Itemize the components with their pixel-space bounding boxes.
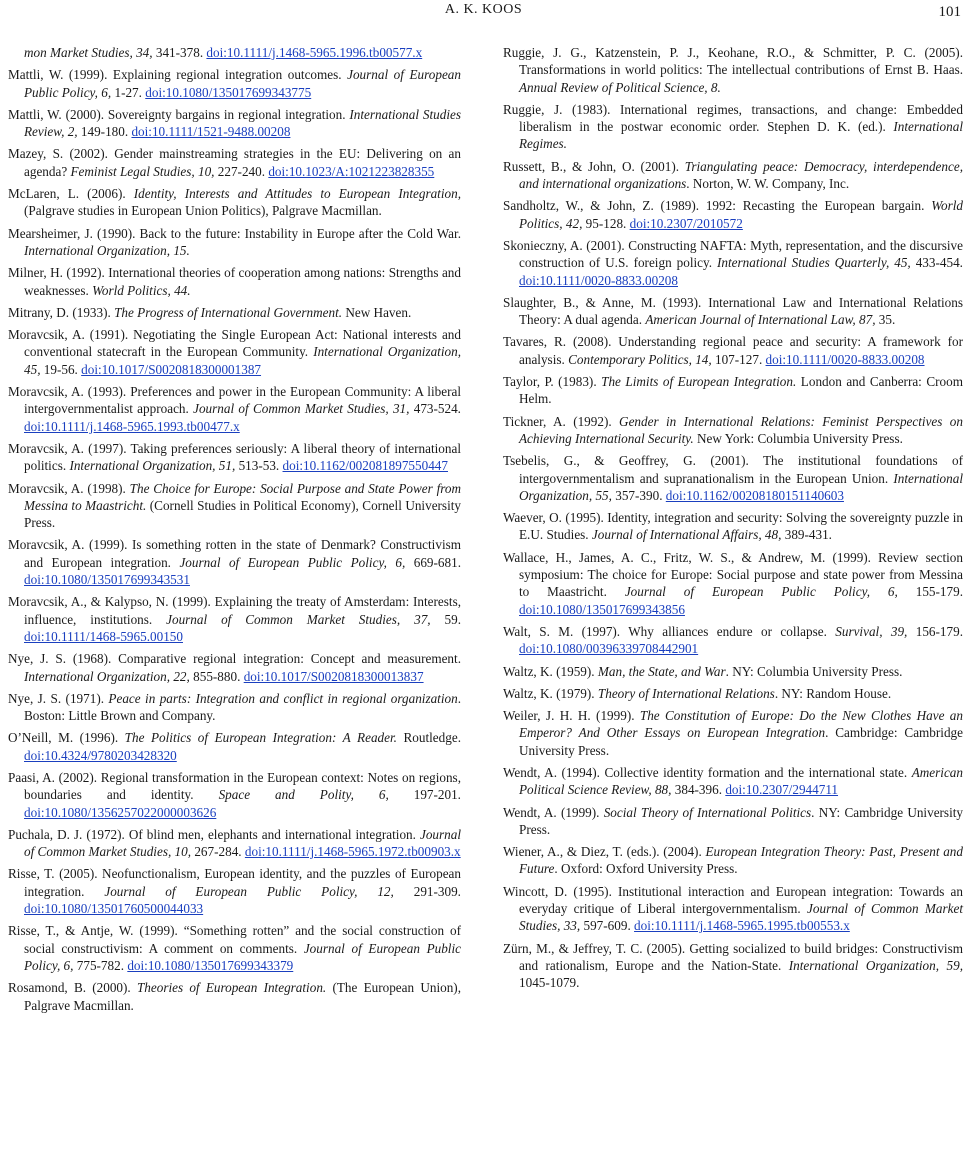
- reference-source-title: Gender in International Relations: Feminist Perspectives on Achieving International Security.: [519, 413, 963, 446]
- reference-text: Routledge.: [396, 730, 461, 746]
- reference-text: Puchala, D. J. (1972). Of blind men, elephants and international integration.: [8, 826, 420, 842]
- reference-text: Nye, J. S. (1968). Comparative regional integration: Concept and measurement.: [8, 651, 461, 667]
- reference-entry: [503, 101, 963, 153]
- reference-entry: [8, 225, 461, 260]
- reference-source-title: Space and Polity, 6,: [218, 787, 389, 803]
- reference-text: 775-782.: [73, 957, 128, 973]
- reference-source-title: Journal of International Affairs, 48,: [591, 527, 782, 543]
- reference-entry: [8, 264, 461, 299]
- reference-text: 95-128.: [582, 215, 630, 231]
- reference-text: Wincott, D. (1995). Institutional interaction and European integration: Towards an everyday critique of Liberal intergovernmentalism.: [503, 883, 963, 917]
- reference-text: 156-179.: [907, 623, 963, 639]
- reference-text: Waltz, K. (1979).: [503, 685, 598, 701]
- reference-source-title: International Studies Quarterly, 45,: [717, 255, 911, 271]
- reference-text: Moravcsik, A. (1993). Preferences and power in the European Community: A liberal intergovernmentalist approach.: [8, 384, 461, 417]
- reference-entry: [8, 593, 461, 645]
- reference-text: 155-179.: [897, 584, 963, 600]
- reference-entry: [503, 663, 963, 680]
- doi-link[interactable]: doi:10.1111/j.1468-5965.1996.tb00577.x: [206, 45, 423, 60]
- reference-entry: [8, 729, 461, 764]
- reference-entry: [503, 623, 963, 658]
- reference-entry: [8, 66, 461, 101]
- reference-text: Skonieczny, A. (2001). Constructing NAFTA: Myth, representation, and the discursive construction of U.S. foreign policy.: [503, 237, 963, 271]
- reference-source-title: European Integration Theory: Past, Present and Future: [519, 844, 963, 877]
- reference-text: New York: Columbia University Press.: [693, 430, 903, 446]
- reference-text: 384-396.: [671, 782, 726, 798]
- reference-entry: [8, 383, 461, 435]
- reference-source-title: Journal of European Public Policy, 6,: [179, 554, 406, 570]
- doi-link[interactable]: doi:10.2307/2944711: [725, 782, 839, 798]
- reference-text: Tickner, A. (1992).: [503, 413, 620, 429]
- reference-source-title: The Choice for Europe: Social Purpose and State Power from Messina to Maastricht.: [24, 480, 461, 513]
- reference-text: 389-431.: [781, 527, 832, 543]
- doi-link[interactable]: doi:10.1080/135017699343775: [145, 84, 312, 100]
- reference-text: Ruggie, J. G., Katzenstein, P. J., Keohane, R.O., & Schmitter, P. C. (2005). Transformations in world politics: The intellectual contributions of Ernst B. Haas.: [503, 45, 963, 78]
- reference-text: 357-390.: [611, 487, 666, 503]
- reference-entry: [503, 764, 963, 799]
- reference-source-title: American Journal of International Law, 87,: [645, 312, 876, 328]
- reference-text: 291-309.: [393, 883, 461, 899]
- reference-source-title: International Organization, 51,: [69, 458, 236, 474]
- reference-source-title: Theories of European Integration.: [136, 980, 327, 996]
- reference-text: Tavares, R. (2008). Understanding regional peace and security: A framework for analysis.: [503, 334, 963, 367]
- reference-entry: [8, 145, 461, 180]
- reference-text: Wendt, A. (1999).: [503, 804, 604, 820]
- reference-text: Moravcsik, A. (1998).: [8, 480, 130, 496]
- doi-link[interactable]: doi:10.1111/j.1468-5965.1972.tb00903.x: [244, 844, 461, 860]
- doi-link[interactable]: doi:10.1017/S0020818300013837: [243, 668, 424, 684]
- reference-source-title: Theory of International Relations: [597, 685, 775, 701]
- reference-entry: [503, 804, 963, 839]
- reference-entry: [8, 326, 461, 378]
- reference-entry: [8, 106, 461, 141]
- doi-link[interactable]: doi:10.1080/135017699343856: [519, 601, 685, 617]
- doi-link[interactable]: doi:10.1111/1521-9488.00208: [131, 124, 291, 140]
- reference-entry: [503, 707, 963, 759]
- reference-entry: [8, 690, 461, 725]
- reference-entry: [503, 44, 963, 96]
- reference-source-title: World Politics, 42,: [519, 198, 963, 231]
- reference-source-title: Journal of European Public Policy, 6,: [24, 940, 461, 973]
- references-right-column: [503, 44, 963, 997]
- reference-text: . NY: Random House.: [774, 685, 892, 701]
- reference-source-title: Identity, Interests and Attitudes to European Integration,: [133, 186, 461, 202]
- reference-entry: [503, 509, 963, 544]
- reference-text: Wallace, H., James, A. C., Fritz, W. S., & Andrew, M. (1999). Review section symposium: The choice for Europe: Social purpose and state power from Messina to Maastricht.: [503, 549, 963, 600]
- doi-link[interactable]: doi:10.1111/j.1468-5965.1993.tb00477.x: [24, 418, 240, 434]
- reference-text: Wiener, A., & Diez, T. (eds.). (2004).: [503, 844, 706, 860]
- reference-source-title: World Politics, 44.: [92, 282, 191, 298]
- reference-source-title: The Constitution of Europe: Do the New Clothes Have an Emperor? And Other Essays on European Integration: [519, 708, 963, 741]
- reference-source-title: Annual Review of Political Science, 8.: [519, 79, 721, 95]
- reference-text: Milner, H. (1992). International theories of cooperation among nations: Strengths and weaknesses.: [8, 265, 461, 298]
- reference-entry: [8, 304, 461, 321]
- doi-link[interactable]: doi:10.1080/135017699343531: [24, 572, 190, 588]
- reference-source-title: International Organization, 55,: [519, 470, 963, 503]
- reference-entry: [8, 650, 461, 685]
- reference-source-title: Social Theory of International Politics: [603, 804, 812, 820]
- references-left-column: [8, 44, 461, 1019]
- reference-entry: [503, 549, 963, 618]
- reference-entry: [503, 413, 963, 448]
- doi-link[interactable]: doi:10.1111/1468-5965.00150: [24, 628, 183, 644]
- reference-text: 35.: [875, 312, 896, 328]
- reference-text: 1045-1079.: [519, 975, 580, 991]
- reference-text: 669-681.: [405, 554, 461, 570]
- reference-text: Walt, S. M. (1997). Why alliances endure or collapse.: [503, 623, 836, 639]
- reference-entry: [503, 452, 963, 504]
- reference-text: 433-454.: [910, 255, 963, 271]
- reference-text: 197-201.: [388, 787, 461, 803]
- reference-text: Slaughter, B., & Anne, M. (1993). International Law and International Relations Theory: A dual agenda.: [503, 294, 963, 328]
- reference-text: Mazey, S. (2002). Gender mainstreaming strategies in the EU: Delivering on an agenda?: [8, 146, 461, 179]
- reference-text: . Oxford: Oxford University Press.: [554, 861, 738, 877]
- reference-text: Rosamond, B. (2000).: [8, 980, 137, 996]
- reference-text: Tsebelis, G., & Geoffrey, G. (2001). The institutional foundations of intergovernmentalism and supranationalism in the European Union.: [503, 453, 963, 486]
- reference-text: Mitrany, D. (1933).: [8, 304, 115, 320]
- reference-text: Moravcsik, A., & Kalypso, N. (1999). Explaining the treaty of Amsterdam: Interests, influence, institutions.: [8, 594, 461, 627]
- reference-entry: [8, 865, 461, 917]
- reference-source-title: International Organization, 15.: [24, 242, 190, 258]
- reference-text: 149-180.: [77, 124, 132, 140]
- reference-text: Weiler, J. H. H. (1999).: [503, 708, 640, 724]
- reference-entry: [8, 979, 461, 1014]
- reference-source-title: Journal of European Public Policy, 12,: [104, 883, 394, 899]
- reference-entry: [8, 440, 461, 475]
- reference-source-title: The Progress of International Government.: [114, 304, 343, 320]
- reference-text: Moravcsik, A. (1999). Is something rotten in the state of Denmark? Constructivism and European integration.: [8, 537, 461, 570]
- reference-text: Taylor, P. (1983).: [503, 374, 602, 390]
- reference-text: 597-609.: [580, 918, 635, 934]
- reference-text: O’Neill, M. (1996).: [8, 730, 125, 746]
- doi-link[interactable]: doi:10.1162/00208180151140603: [665, 487, 844, 503]
- reference-text: Waever, O. (1995). Identity, integration and security: Solving the sovereignty puzzle in E.U. Studies.: [503, 510, 963, 543]
- reference-entry: [8, 44, 461, 61]
- reference-entry: [503, 333, 963, 368]
- reference-entry: [8, 480, 461, 532]
- reference-text: Sandholtz, W., & John, Z. (1989). 1992: Recasting the European bargain.: [503, 198, 932, 214]
- doi-link[interactable]: doi:10.1080/135017699343379: [127, 957, 294, 973]
- reference-text: . Boston: Little Brown and Company.: [24, 690, 461, 724]
- reference-entry: [8, 769, 461, 821]
- reference-text: . NY: Columbia University Press.: [725, 663, 903, 679]
- reference-text: New Haven.: [342, 304, 412, 320]
- reference-source-title: Journal of Common Market Studies, 10,: [24, 826, 461, 860]
- reference-entry: [503, 373, 963, 408]
- reference-text: Moravcsik, A. (1991). Negotiating the Single European Act: National interests and conventional statecraft in the European Community.: [8, 327, 461, 360]
- doi-link[interactable]: doi:10.1162/002081897550447: [282, 458, 448, 474]
- reference-source-title: Journal of Common Market Studies, 37,: [166, 611, 431, 627]
- reference-source-title: Journal of Common Market Studies, 33,: [519, 901, 963, 934]
- reference-text: McLaren, L. (2006).: [8, 186, 134, 202]
- reference-entry: [503, 237, 963, 289]
- reference-text: 1-27.: [111, 84, 146, 100]
- reference-text: Mattli, W. (2000). Sovereignty bargains in regional integration.: [8, 106, 350, 122]
- reference-source-title: Survival, 39,: [835, 623, 908, 639]
- reference-entry: [503, 158, 963, 193]
- reference-source-title: Man, the State, and War: [597, 663, 726, 679]
- reference-text: Ruggie, J. (1983). International regimes, transactions, and change: Embedded liberalism in the postwar economic order. Stephen D. K. (ed.).: [503, 101, 963, 135]
- reference-text: London and Canberra: Croom Helm.: [519, 374, 963, 407]
- reference-source-title: Triangulating peace: Democracy, interdependence, and international organizations: [519, 158, 963, 192]
- doi-link[interactable]: doi:10.1080/1356257022000003626: [24, 804, 217, 820]
- reference-text: 473-524.: [409, 401, 461, 417]
- reference-source-title: International Studies Review, 2,: [24, 106, 461, 140]
- reference-entry: [8, 185, 461, 220]
- reference-text: Mattli, W. (1999). Explaining regional integration outcomes.: [8, 67, 348, 83]
- reference-source-title: International Organization, 45,: [24, 344, 461, 377]
- reference-source-title: Journal of European Public Policy, 6,: [24, 67, 461, 100]
- reference-entry: [503, 843, 963, 878]
- doi-link[interactable]: doi:10.1023/A:1021223828355: [268, 163, 435, 179]
- doi-link[interactable]: doi:10.1080/13501760500044033: [24, 901, 204, 917]
- reference-source-title: Contemporary Politics, 14,: [568, 351, 712, 367]
- reference-text: 59.: [430, 611, 461, 627]
- reference-entry: [8, 922, 461, 974]
- reference-text: 341-378.: [152, 45, 207, 60]
- reference-text: Paasi, A. (2002). Regional transformation in the European context: Notes on regions, boundaries and identity.: [8, 769, 461, 803]
- reference-source-title: mon Market Studies, 34,: [24, 45, 153, 60]
- doi-link[interactable]: doi:10.1080/00396339708442901: [519, 641, 699, 657]
- reference-text: Waltz, K. (1959).: [503, 663, 598, 679]
- reference-source-title: Peace in parts: Integration and conflict in regional organization: [108, 690, 458, 706]
- reference-entry: [503, 685, 963, 702]
- doi-link[interactable]: doi:10.1111/0020-8833.00208: [765, 351, 925, 367]
- reference-text: Risse, T. (2005). Neofunctionalism, European identity, and the puzzles of European integration.: [8, 866, 461, 899]
- reference-text: Mearsheimer, J. (1990). Back to the future: Instability in Europe after the Cold War.: [8, 225, 461, 241]
- reference-source-title: The Politics of European Integration: A Reader.: [124, 730, 397, 746]
- reference-text: Risse, T., & Antje, W. (1999). “Something rotten” and the social construction of social constructivism: A comment on comments.: [8, 923, 461, 956]
- reference-text: 513-53.: [235, 458, 283, 474]
- reference-text: Zürn, M., & Jeffrey, T. C. (2005). Getting socialized to build bridges: Constructivism and rationalism, Europe and the Nation-State.: [503, 940, 963, 973]
- reference-source-title: The Limits of European Integration.: [601, 374, 797, 390]
- reference-text: . Norton, W. W. Company, Inc.: [686, 176, 850, 192]
- reference-entry: [503, 294, 963, 329]
- running-header-author: A. K. KOOS: [444, 2, 523, 17]
- reference-text: 227-240.: [214, 163, 269, 179]
- reference-entry: [503, 883, 963, 935]
- reference-text: Russett, B., & John, O. (2001).: [503, 158, 685, 174]
- reference-text: . Cambridge: Cambridge University Press.: [519, 725, 964, 758]
- reference-text: Wendt, A. (1994). Collective identity formation and the international state.: [503, 764, 912, 780]
- reference-text: (Palgrave studies in European Union Politics), Palgrave Macmillan.: [24, 203, 382, 219]
- reference-text: Moravcsik, A. (1997). Taking preferences seriously: A liberal theory of international politics.: [8, 440, 461, 474]
- reference-source-title: International Organization, 59,: [788, 957, 963, 973]
- reference-text: (Cornell Studies in Political Economy), Cornell University Press.: [24, 497, 461, 531]
- reference-text: (The European Union), Palgrave Macmillan.: [24, 980, 461, 1013]
- reference-source-title: International Organization, 22,: [24, 668, 190, 684]
- reference-text: 107-127.: [711, 351, 766, 367]
- doi-link[interactable]: doi:10.1017/S0020818300001387: [81, 361, 262, 377]
- reference-entry: [8, 826, 461, 861]
- reference-entry: [8, 536, 461, 588]
- reference-source-title: Journal of Common Market Studies, 31,: [193, 401, 410, 417]
- doi-link[interactable]: doi:10.1111/0020-8833.00208: [519, 272, 678, 288]
- reference-entry: [503, 197, 963, 232]
- reference-text: 267-284.: [191, 844, 245, 860]
- doi-link[interactable]: doi:10.1111/j.1468-5965.1995.tb00553.x: [634, 918, 850, 934]
- reference-source-title: Journal of European Public Policy, 6,: [624, 584, 898, 600]
- doi-link[interactable]: doi:10.2307/2010572: [629, 215, 743, 231]
- doi-link[interactable]: doi:10.4324/9780203428320: [24, 747, 177, 763]
- reference-source-title: International Regimes.: [519, 119, 963, 152]
- reference-source-title: American Political Science Review, 88,: [519, 764, 963, 798]
- page-number: 101: [938, 4, 961, 20]
- reference-text: . NY: Cambridge University Press.: [519, 804, 963, 837]
- reference-text: 855-880.: [189, 668, 244, 684]
- running-header: [0, 0, 967, 26]
- reference-source-title: Feminist Legal Studies, 10,: [70, 163, 215, 179]
- reference-text: Nye, J. S. (1971).: [8, 690, 109, 706]
- reference-text: 19-56.: [40, 361, 82, 377]
- reference-entry: [503, 940, 963, 992]
